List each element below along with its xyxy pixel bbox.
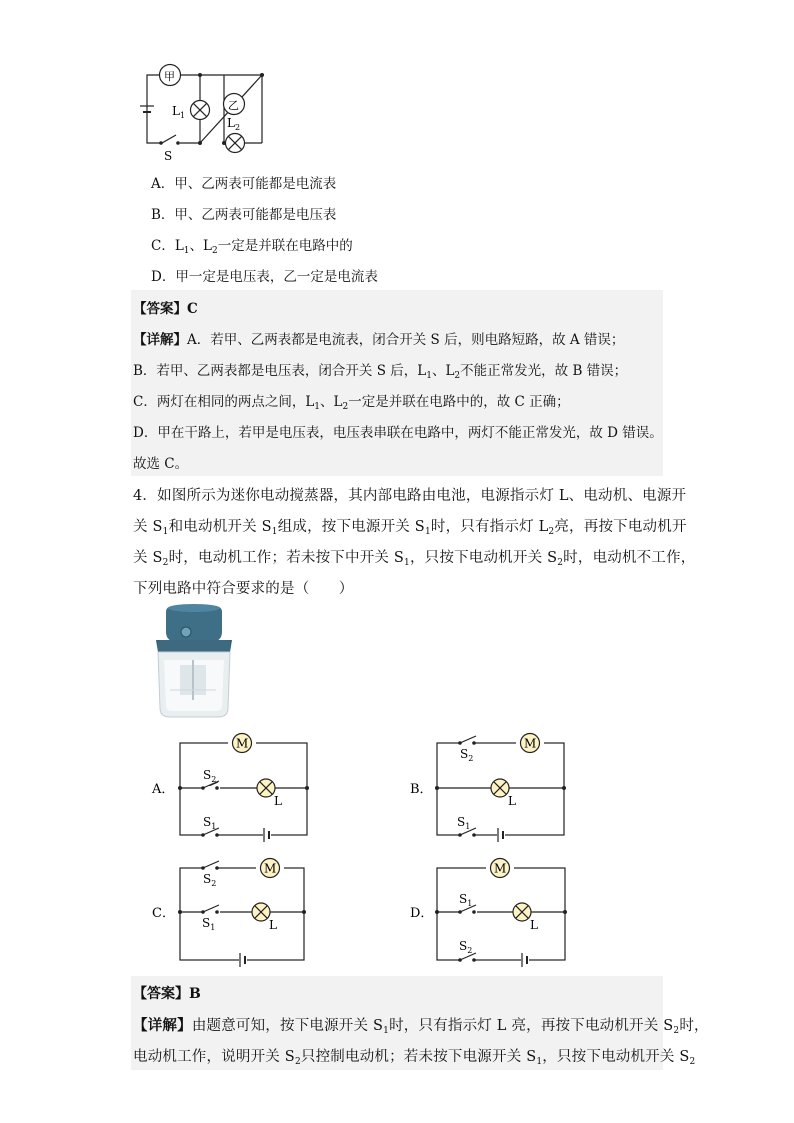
q3-detail-b: B．若甲、乙两表都是电压表，闭合开关 S 后，$L_1$、$L_2$不能正常发光，故 B 错误； xyxy=(133,363,628,381)
option-c-label: C． xyxy=(152,906,175,921)
motor-label: M xyxy=(264,861,277,876)
q3-detail-c: C．两灯在相同的两点之间，$L_1$、$L_2$一定是并联在电路中的，故 C 正确； xyxy=(133,394,570,412)
q4-answer: 【答案】B xyxy=(133,986,201,1002)
q3-answer: 【答案】C xyxy=(133,301,198,317)
q4-detail-line-2: 电动机工作，说明开关 $S_2$只控制电动机；若未按下电源开关 $S_1$，只按下电动机开关 $S_2$ xyxy=(133,1049,696,1067)
lamp-label: L xyxy=(530,918,538,932)
q3-option-c: C．$L_1$、$L_2$一定是并联在电路中的 xyxy=(151,238,353,256)
switch-s-label: S xyxy=(164,149,173,163)
q3-option-b: B．甲、乙两表可能都是电压表 xyxy=(151,207,337,223)
option-d-label: D． xyxy=(410,906,434,921)
l2-label: $L_2$ xyxy=(227,116,241,132)
switch-label: $S_1$ xyxy=(459,892,473,908)
switch-label: $S_1$ xyxy=(202,916,216,932)
meter-jia-label: 甲 xyxy=(164,70,175,83)
lamp-label: L xyxy=(269,918,277,932)
q4-stem-line-1: 4．如图所示为迷你电动搅蒸器，其内部电路由电池，电源指示灯 L、电动机、电源开 xyxy=(133,488,687,504)
q4-stem-line-4: 下列电路中符合要求的是（ ） xyxy=(133,581,354,597)
meter-yi-label: 乙 xyxy=(228,99,239,112)
motor-label: M xyxy=(236,736,249,751)
q3-detail-a: 【详解】A．若甲、乙两表都是电流表，闭合开关 S 后，则电路短路，故 A 错误； xyxy=(133,332,625,348)
q4-detail-line-1: 【详解】由题意可知，按下电源开关 $S_1$时，只有指示灯 L 亮，再按下电动机开关 $S_2$时， xyxy=(133,1017,709,1036)
q3-detail-d: D．甲在干路上，若甲是电压表，电压表串联在电路中，两灯不能正常发光，故 D 错误。 xyxy=(133,425,663,441)
motor-label: M xyxy=(494,861,507,876)
motor-label: M xyxy=(524,736,537,751)
switch-label: $S_2$ xyxy=(460,747,474,763)
switch-label: $S_1$ xyxy=(203,815,217,831)
switch-label: $S_2$ xyxy=(203,768,217,784)
switch-label: $S_1$ xyxy=(457,815,471,831)
option-b-label: B． xyxy=(410,782,433,797)
q4-stem-line-2: 关 $S_1$和电动机开关 $S_1$组成，按下电源开关 $S_1$时，只有指示灯 $L_2$亮，再按下电动机开 xyxy=(133,519,687,537)
switch-label: $S_2$ xyxy=(459,939,473,955)
switch-label: $S_2$ xyxy=(203,872,217,888)
lamp-label: L xyxy=(508,794,516,808)
lamp-label: L xyxy=(274,794,282,808)
q3-option-a: A．甲、乙两表可能都是电流表 xyxy=(151,176,337,192)
q3-conclusion: 故选 C。 xyxy=(133,456,189,472)
option-a-label: A． xyxy=(152,782,175,797)
q3-option-d: D．甲一定是电压表，乙一定是电流表 xyxy=(151,269,378,285)
q4-stem-line-3: 关 $S_2$时，电动机工作；若未按下中开关 $S_1$，只按下电动机开关 $S_2$时，电动机不工作， xyxy=(133,550,696,568)
l1-label: $L_1$ xyxy=(172,104,186,120)
